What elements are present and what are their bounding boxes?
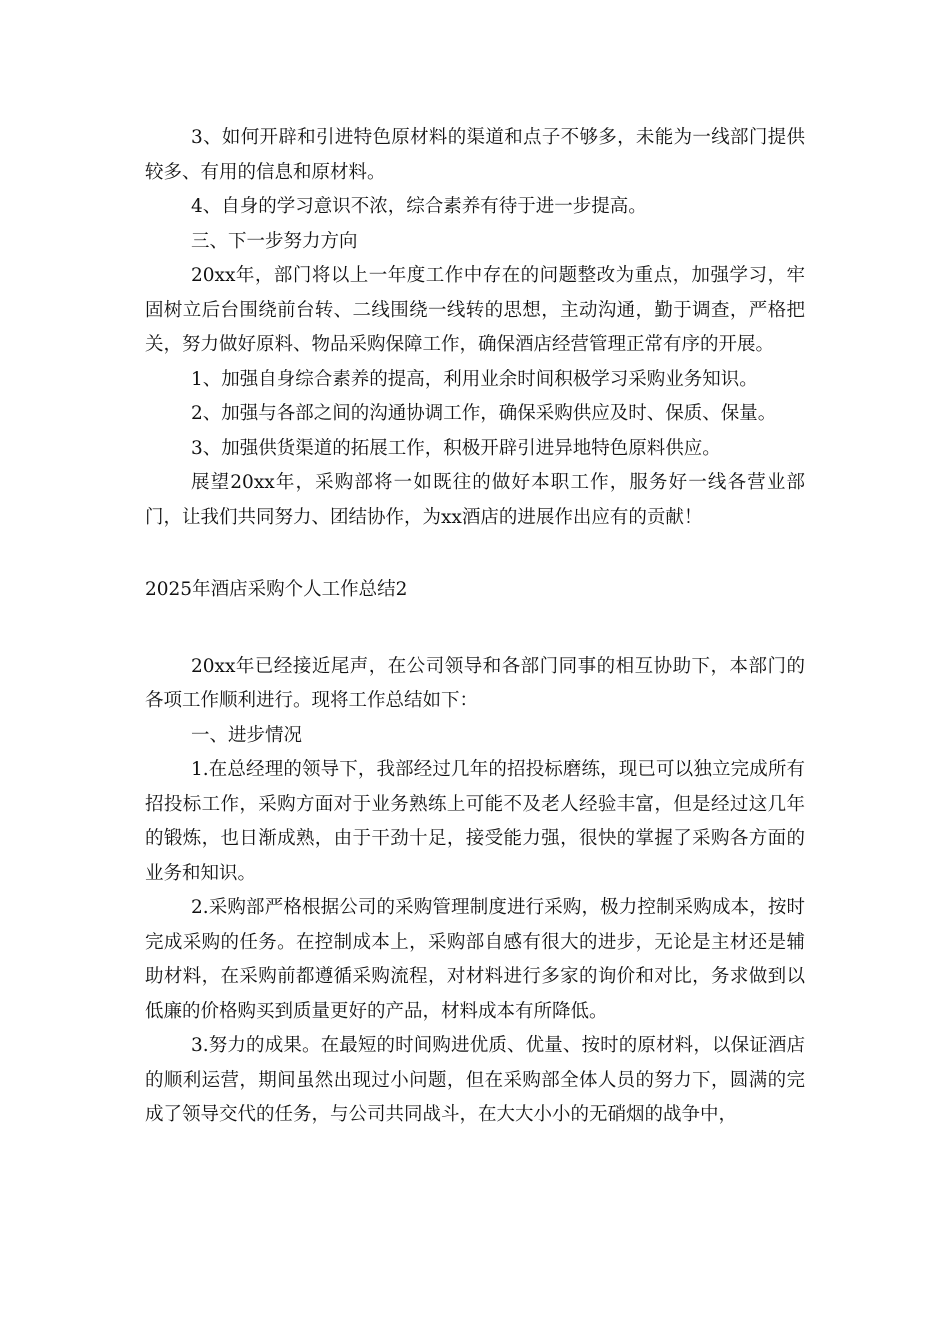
paragraph-item-4: 4、自身的学习意识不浓，综合素养有待于进一步提高。 xyxy=(191,196,647,217)
spacer xyxy=(145,535,805,573)
section-heading-progress: 一、进步情况 xyxy=(191,724,303,746)
paragraph-plan-item-3: 3、加强供货渠道的拓展工作，积极开辟引进异地特色原料供应。 xyxy=(191,437,721,459)
paragraph-progress-item-1: 1.在总经理的领导下，我部经过几年的招投标磨练，现已可以独立完成所有招投标工作，采购方面对于业务熟练上可能不及老人经验丰富，但是经过这几年的锻炼，也日渐成熟，由于干劲十足，接受能力强，很快的掌握了采购各方面的业务和知识。 xyxy=(145,759,805,884)
spacer xyxy=(145,608,805,650)
paragraph-plan-item-2: 2、加强与各部之间的沟通协调工作，确保采购供应及时、保质、保量。 xyxy=(191,403,777,424)
section-heading-next-steps: 三、下一步努力方向 xyxy=(191,230,358,252)
paragraph-closing: 展望20xx年，采购部将一如既往的做好本职工作，服务好一线各营业部门，让我们共同努力、团结协作，为xx酒店的进展作出应有的贡献！ xyxy=(145,472,805,528)
paragraph-summary-intro: 20xx年已经接近尾声，在公司领导和各部门同事的相互协助下，本部门的各项工作顺利进行。现将工作总结如下： xyxy=(145,655,805,711)
document-body xyxy=(145,121,805,1133)
paragraph-plan-intro: 20xx年，部门将以上一年度工作中存在的问题整改为重点，加强学习，牢固树立后台围绕前台转、二线围绕一线转的思想，主动沟通，勤于调查，严格把关，努力做好原料、物品采购保障工作，确保酒店经营管理正常有序的开展。 xyxy=(145,265,805,355)
paragraph-progress-item-3: 3.努力的成果。在最短的时间购进优质、优量、按时的原材料，以保证酒店的顺利运营，期间虽然出现过小问题，但在采购部全体人员的努力下，圆满的完成了领导交代的任务，与公司共同战斗，在大大小小的无硝烟的战争中， xyxy=(145,1035,805,1125)
paragraph-progress-item-2: 2.采购部严格根据公司的采购管理制度进行采购，极力控制采购成本，按时完成采购的任务。在控制成本上，采购部自感有很大的进步，无论是主材还是辅助材料，在采购前都遵循采购流程，对材料进行多家的询价和对比，务求做到以低廉的价格购买到质量更好的产品，材料成本有所降低。 xyxy=(145,897,805,1022)
paragraph-item-3: 3、如何开辟和引进特色原材料的渠道和点子不够多，未能为一线部门提供较多、有用的信息和原材料。 xyxy=(145,127,805,183)
document-section-title: 2025年酒店采购个人工作总结2 xyxy=(145,579,408,600)
paragraph-plan-item-1: 1、加强自身综合素养的提高，利用业余时间积极学习采购业务知识。 xyxy=(191,368,758,390)
